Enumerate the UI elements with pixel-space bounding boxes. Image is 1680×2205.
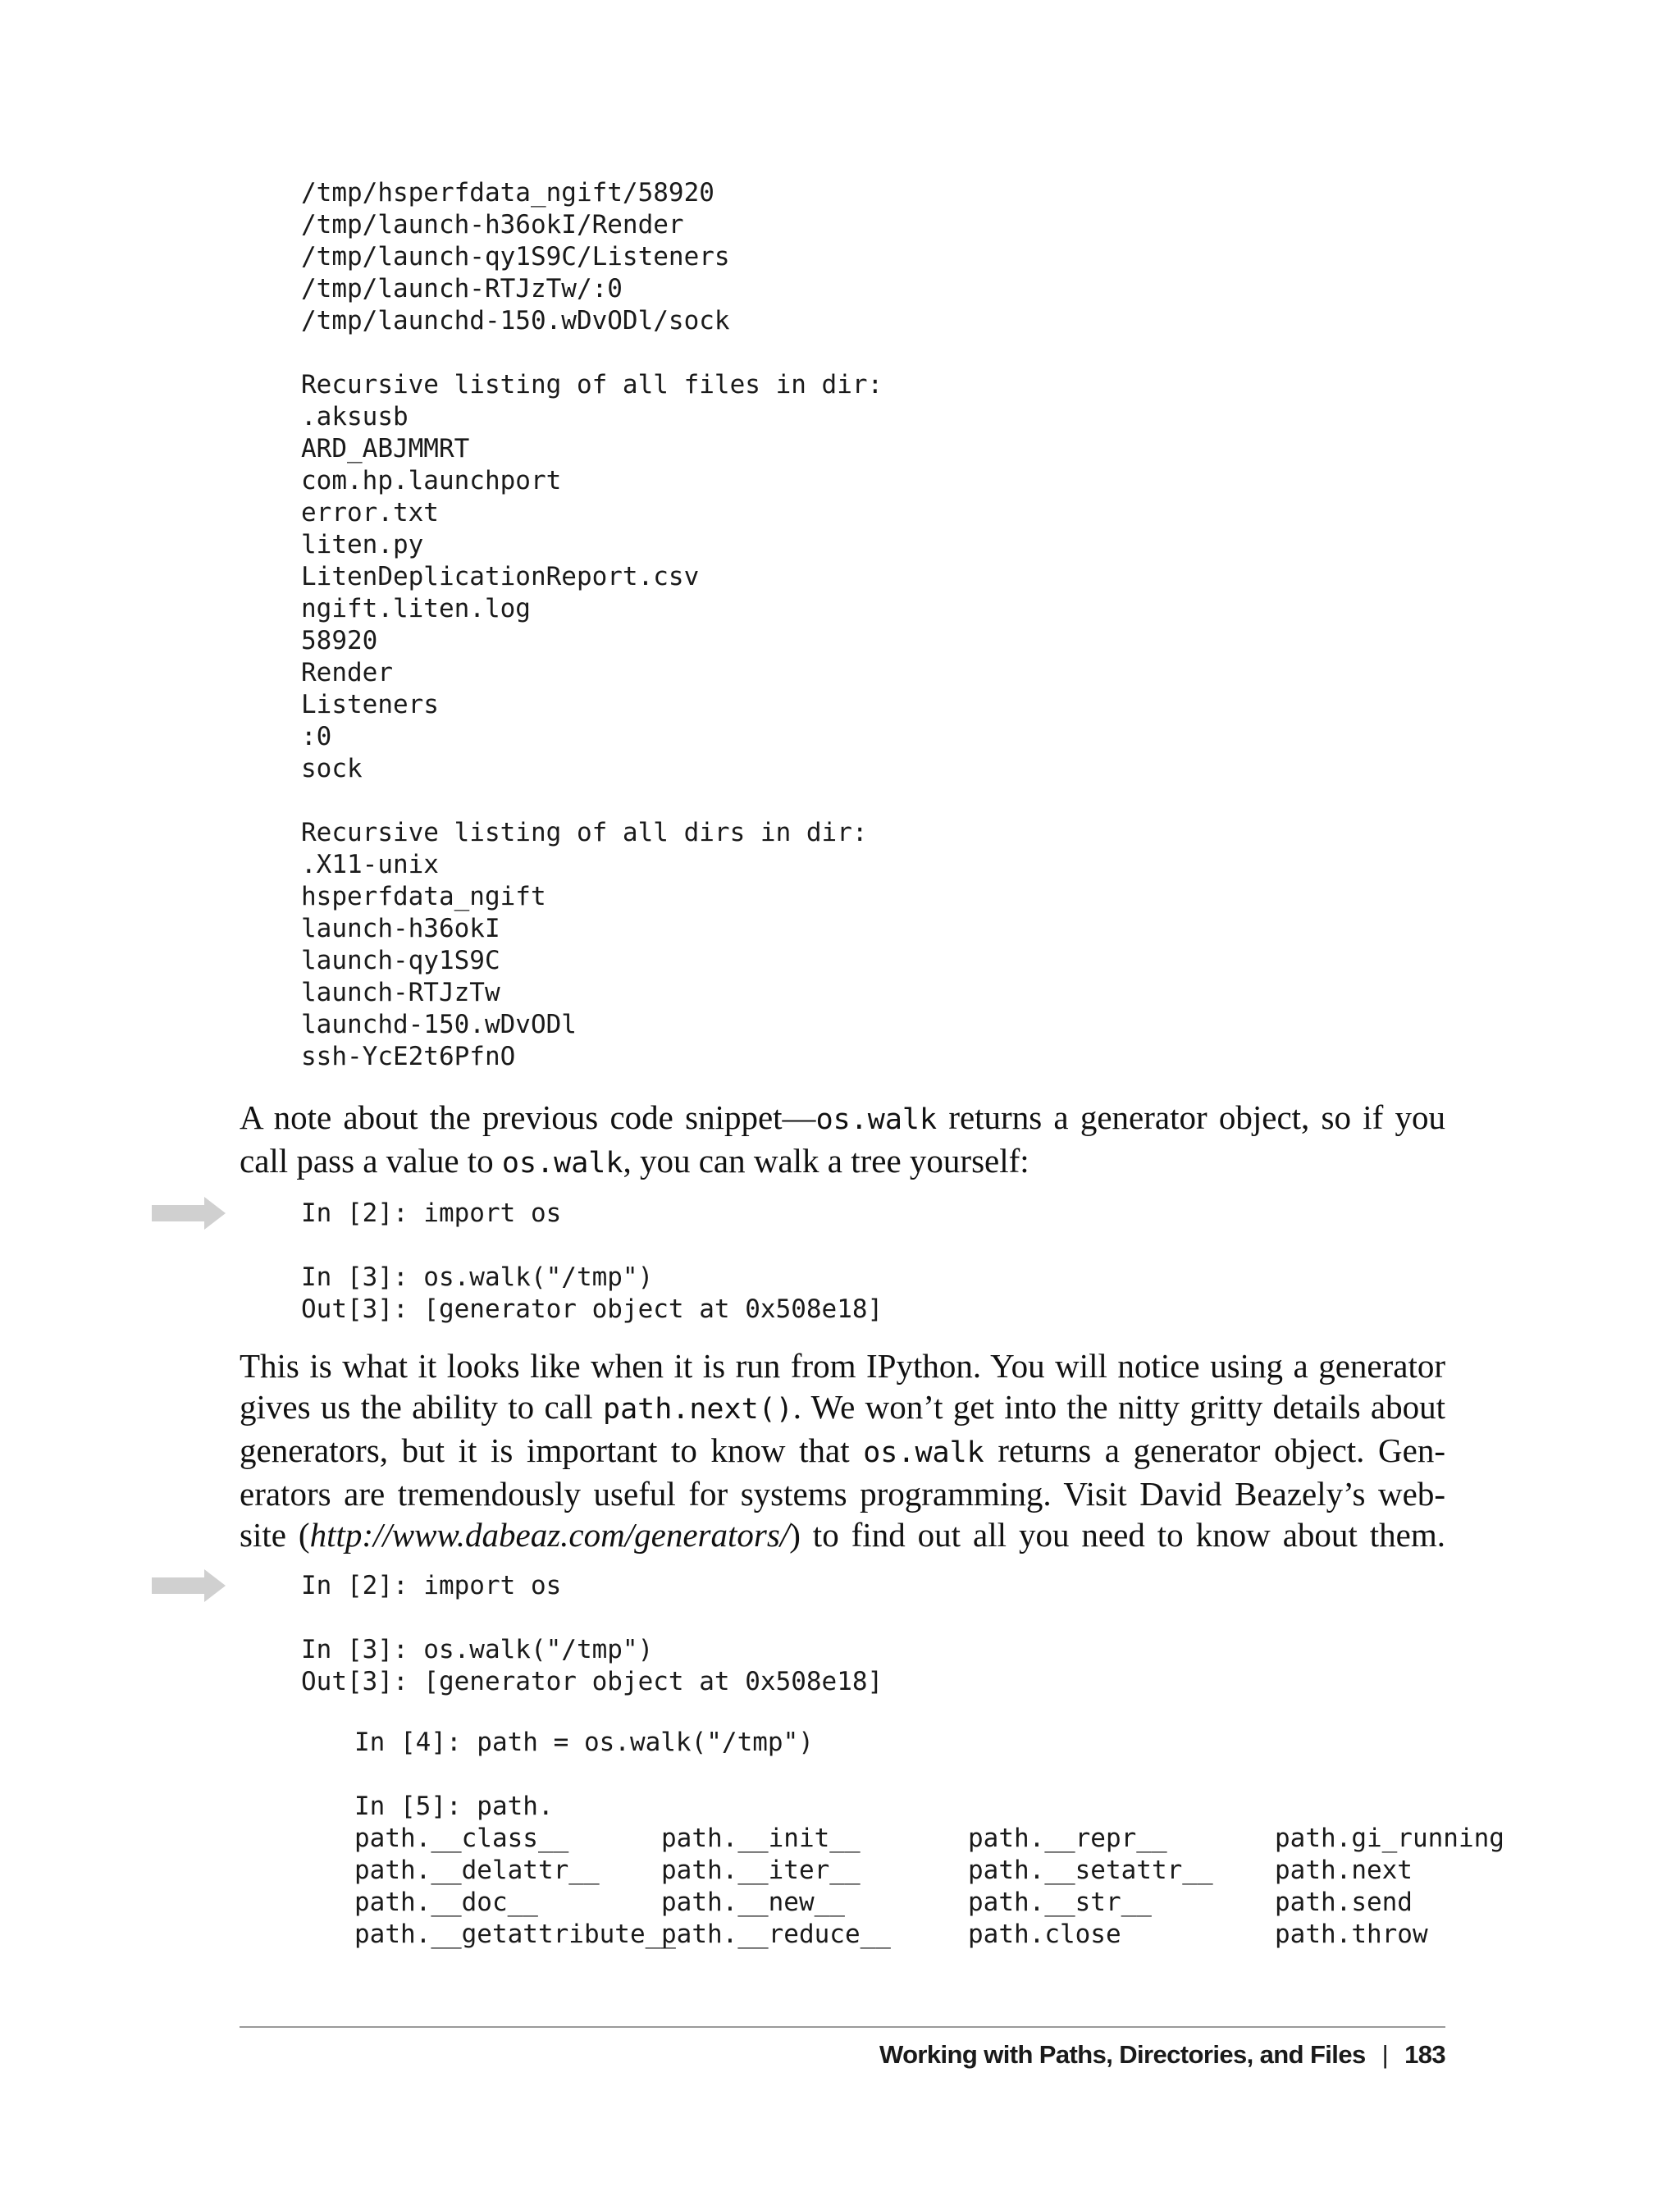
completion-item: path.close xyxy=(968,1920,1121,1949)
completion-item: path.gi_running xyxy=(1275,1824,1504,1853)
code-line: ARD_ABJMMRT xyxy=(301,434,470,463)
code-line: /tmp/hsperfdata_ngift/58920 xyxy=(301,178,714,208)
code-line: /tmp/launch-RTJzTw/:0 xyxy=(301,274,623,304)
code-line: error.txt xyxy=(301,498,439,527)
paragraph-line: erators are tremendously useful for systems programming. Visit David Beazely’s web- xyxy=(240,1475,1445,1513)
code-line: In [3]: os.walk("/tmp") xyxy=(301,1635,654,1664)
completion-item: path.__class__ xyxy=(354,1824,569,1853)
completion-item: path.__doc__ xyxy=(354,1888,538,1917)
code-line: /tmp/launchd-150.wDvODl/sock xyxy=(301,306,730,336)
paragraph-generator-note xyxy=(240,1097,1445,1184)
paragraph-line: generators, but it is important to know that os.walk returns a generator object. Gen- xyxy=(240,1431,1445,1469)
code-blank-line xyxy=(301,785,883,817)
code-line: 58920 xyxy=(301,626,378,655)
code-blank-line xyxy=(354,1759,814,1791)
running-section-title: Working with Paths, Directories, and Files xyxy=(879,2040,1366,2069)
code-line: In [4]: path = os.walk("/tmp") xyxy=(354,1728,814,1757)
code-line: In [3]: os.walk("/tmp") xyxy=(301,1262,654,1292)
paragraph-line: call pass a value to os.walk, you can walk a tree yourself: xyxy=(240,1142,1029,1180)
code-blank-line xyxy=(301,1230,883,1262)
code-line: ssh-YcE2t6PfnO xyxy=(301,1042,516,1071)
inline-code: os.walk xyxy=(815,1103,938,1136)
code-line: launchd-150.wDvODl xyxy=(301,1010,577,1039)
completion-item: path.__init__ xyxy=(661,1824,861,1853)
code-line: Render xyxy=(301,658,393,687)
paragraph-line: gives us the ability to call path.next(). We won’t get into the nitty gritty details about xyxy=(240,1388,1446,1426)
completion-item: path.__new__ xyxy=(661,1888,845,1917)
code-blank-line xyxy=(301,337,883,369)
code-line: .X11-unix xyxy=(301,850,439,879)
code-line: /tmp/launch-qy1S9C/Listeners xyxy=(301,242,730,272)
code-line: Recursive listing of all dirs in dir: xyxy=(301,818,868,847)
inline-code: os.walk xyxy=(501,1147,623,1180)
paragraph-ipython-generators xyxy=(240,1345,1445,1555)
code-listing-walk-output xyxy=(301,177,883,1073)
completion-item: path.__setattr__ xyxy=(968,1856,1213,1885)
example-arrow-icon xyxy=(152,1197,226,1230)
generators-url-link[interactable]: http://www.dabeaz.com/generators/ xyxy=(309,1516,790,1554)
completion-item: path.__getattribute__ xyxy=(354,1920,676,1949)
page-number: 183 xyxy=(1404,2040,1445,2069)
code-line: In [5]: path. xyxy=(354,1792,554,1821)
code-line: launch-qy1S9C xyxy=(301,946,500,975)
code-blank-line xyxy=(301,1602,883,1634)
code-line: hsperfdata_ngift xyxy=(301,882,546,911)
paragraph-line: site (http://www.dabeaz.com/generators/) to find out all you need to know about them. xyxy=(240,1516,1445,1554)
completion-item: path.next xyxy=(1275,1856,1413,1885)
code-line: com.hp.launchport xyxy=(301,466,562,495)
code-line: sock xyxy=(301,754,363,783)
code-line: Out[3]: [generator object at 0x508e18] xyxy=(301,1294,883,1324)
completion-item: path.__reduce__ xyxy=(661,1920,891,1949)
example-arrow-icon xyxy=(152,1569,226,1602)
paragraph-line: This is what it looks like when it is run from IPython. You will notice using a generator xyxy=(240,1347,1445,1385)
footer-divider xyxy=(240,2026,1445,2028)
completion-item: path.send xyxy=(1275,1888,1413,1917)
code-line: In [2]: import os xyxy=(301,1198,562,1228)
code-listing-path-completion xyxy=(354,1727,814,1823)
code-line: Recursive listing of all files in dir: xyxy=(301,370,883,399)
code-line: :0 xyxy=(301,722,332,751)
code-listing-ipython-walk xyxy=(301,1198,883,1326)
completion-item: path.__iter__ xyxy=(661,1856,861,1885)
code-line: ngift.liten.log xyxy=(301,594,531,623)
code-line: /tmp/launch-h36okI/Render xyxy=(301,210,684,240)
tab-completion-grid xyxy=(354,1823,1504,1951)
completion-item: path.__str__ xyxy=(968,1888,1152,1917)
inline-code: os.walk xyxy=(863,1436,984,1469)
code-line: launch-h36okI xyxy=(301,914,500,943)
page-footer xyxy=(879,2037,1445,2073)
code-line: .aksusb xyxy=(301,402,409,431)
paragraph-line: A note about the previous code snippet—os.walk returns a generator object, so if you xyxy=(240,1098,1445,1136)
completion-item: path.__delattr__ xyxy=(354,1856,600,1885)
completion-item: path.throw xyxy=(1275,1920,1428,1949)
completion-item: path.__repr__ xyxy=(968,1824,1167,1853)
code-line: LitenDeplicationReport.csv xyxy=(301,562,700,591)
code-line: launch-RTJzTw xyxy=(301,978,500,1007)
code-line: In [2]: import os xyxy=(301,1571,562,1600)
code-line: Out[3]: [generator object at 0x508e18] xyxy=(301,1667,883,1696)
code-listing-ipython-walk-repeat xyxy=(301,1570,883,1698)
footer-separator: | xyxy=(1381,2040,1389,2069)
code-line: liten.py xyxy=(301,530,424,559)
code-line: Listeners xyxy=(301,690,439,719)
inline-code: path.next() xyxy=(603,1393,793,1426)
